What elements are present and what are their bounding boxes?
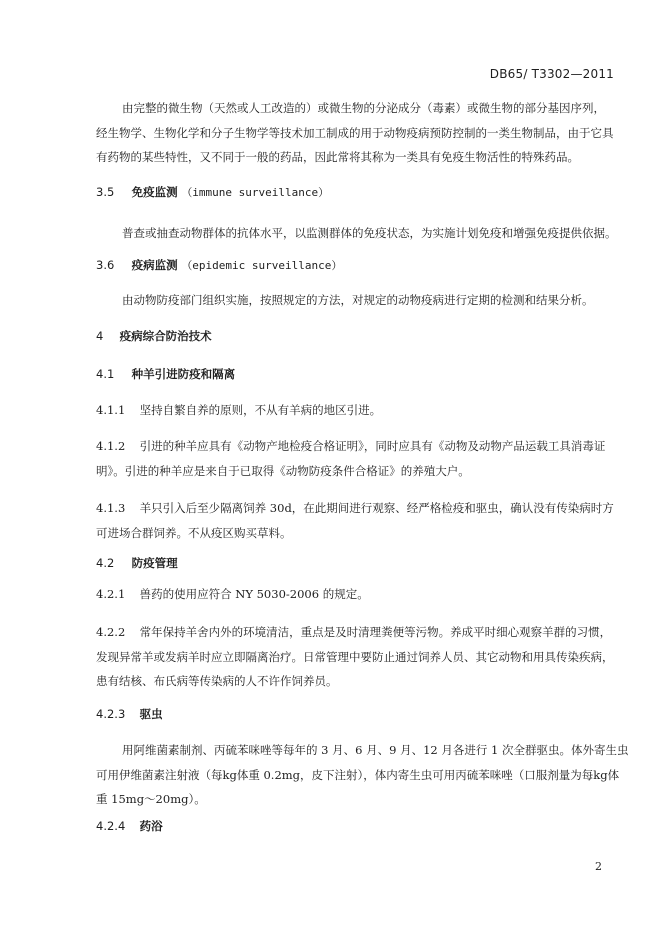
paragraph-line: 可进场合群饲养。不从疫区购买草料。 (96, 525, 292, 540)
section-number: 4.1 (96, 367, 115, 381)
section-number: 4.2.4 (96, 819, 126, 833)
section-3-5-heading (96, 184, 329, 200)
section-4-1-2 (96, 434, 605, 483)
paragraph-line: 明》。引进的种羊应是来自于已取得《动物防疫条件合格证》的养殖大户。 (96, 463, 470, 478)
section-title: 种羊引进防疫和隔离 (131, 367, 236, 381)
section-4-2-heading (96, 555, 178, 571)
section-number: 4.1.2 (96, 439, 126, 453)
paragraph-line: 重 15mg～20mg）。 (96, 792, 206, 806)
paragraph-line: 兽药的使用应符合 NY 5030-2006 的规定。 (139, 587, 369, 601)
section-4-2-4-heading (96, 818, 163, 834)
section-4-2-2 (96, 620, 614, 694)
paragraph-line: 用阿维菌素制剂、丙硫苯咪唑等每年的 3 月、6 月、9 月、12 月各进行 1 次全群驱虫。体外寄生虫 (122, 743, 629, 757)
section-number: 4.2 (96, 556, 115, 570)
paragraph-line: 引进的种羊应具有《动物产地检疫合格证明》，同时应具有《动物及动物产品运载工具消毒证 (139, 439, 606, 453)
intro-paragraph (96, 96, 614, 170)
section-3-5-text (122, 221, 617, 246)
section-4-1-3 (96, 496, 614, 545)
section-english-term: （epidemic surveillance） (181, 259, 343, 272)
section-4-2-3-heading (96, 706, 163, 722)
section-4-1-1 (96, 398, 381, 423)
paragraph-line: 患有结核、布氏病等传染病的人不许作饲养员。 (96, 674, 338, 688)
section-number: 3.5 (96, 185, 115, 199)
section-title: 免疫监测 (131, 185, 178, 199)
paragraph-line: 可用伊维菌素注射液（每kg体重 0.2mg，皮下注射），体内寄生虫可用丙硫苯咪唑（口服剂量为每kg体 (96, 767, 620, 782)
page-number: 2 (595, 860, 602, 873)
intro-line-3: 有药物的某些特性，又不同于一般的药品，因此常将其称为一类具有免疫生物活性的特殊药品。 (96, 150, 579, 164)
section-4-heading (96, 328, 212, 344)
section-3-6-text (122, 288, 594, 313)
paragraph-line: 普查或抽查动物群体的抗体水平，以监测群体的免疫状态，为实施计划免疫和增强免疫提供依据。 (122, 226, 617, 240)
section-title: 疫病综合防治技术 (119, 329, 212, 343)
intro-line-1: 由完整的微生物（天然或人工改造的）或微生物的分泌成分（毒素）或微生物的部分基因序列， (122, 101, 605, 115)
paragraph-line: 由动物防疫部门组织实施，按照规定的方法，对规定的动物疫病进行定期的检测和结果分析。 (122, 293, 594, 307)
section-number: 4 (96, 329, 104, 343)
section-number: 4.2.3 (96, 707, 126, 721)
section-number: 4.1.3 (96, 501, 126, 515)
section-title: 疫病监测 (131, 258, 178, 272)
intro-line-2: 经生物学、生物化学和分子生物学等技术加工制成的用于动物疫病预防控制的一类生物制品，由于它具 (96, 125, 614, 140)
section-title: 防疫管理 (131, 556, 178, 570)
paragraph-line: 发现异常羊或发病羊时应立即隔离治疗。日常管理中要防止通过饲养人员、其它动物和用具传染疾病， (96, 649, 614, 664)
paragraph-line: 坚持自繁自养的原则，不从有羊病的地区引进。 (139, 403, 382, 417)
section-4-2-3-text (96, 738, 628, 812)
section-english-term: （immune surveillance） (181, 186, 330, 199)
paragraph-line: 羊只引入后至少隔离饲养 30d，在此期间进行观察、经严格检疫和驱虫，确认没有传染病时方 (139, 501, 614, 515)
section-number: 4.1.1 (96, 403, 126, 417)
section-4-2-1 (96, 582, 369, 607)
section-4-1-heading (96, 366, 235, 382)
section-number: 4.2.2 (96, 625, 126, 639)
section-number: 4.2.1 (96, 587, 126, 601)
section-title: 药浴 (139, 819, 163, 833)
section-3-6-heading (96, 257, 342, 273)
section-title: 驱虫 (139, 707, 163, 721)
paragraph-line: 常年保持羊舍内外的环境清洁，重点是及时清理粪便等污物。养成平时细心观察羊群的习惯， (139, 625, 612, 639)
document-code: DB65/ T3302—2011 (489, 67, 614, 81)
section-number: 3.6 (96, 258, 115, 272)
